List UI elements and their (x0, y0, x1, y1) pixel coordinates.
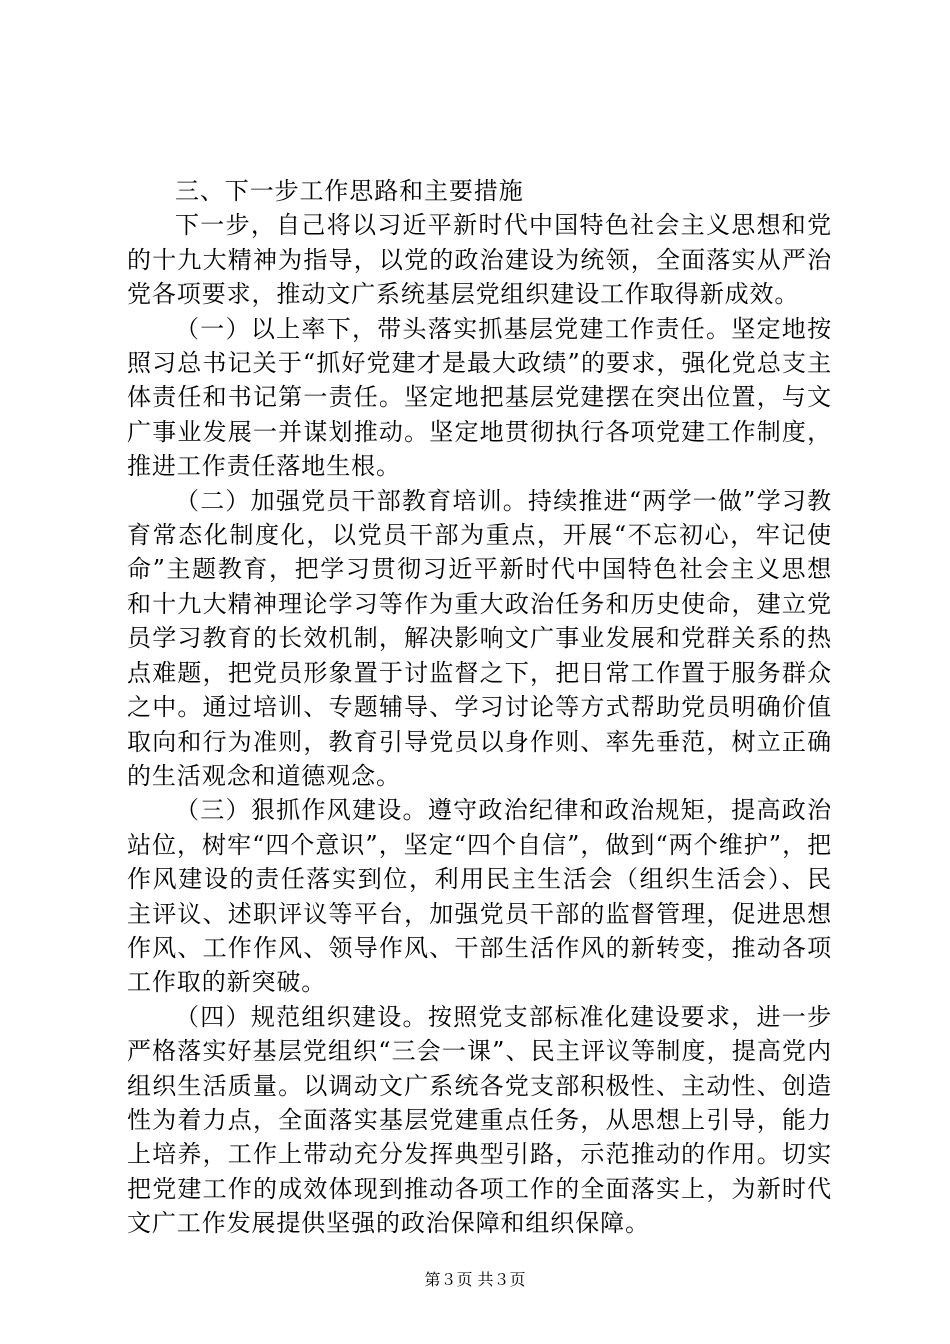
paragraph-item-4: （四）规范组织建设。按照党支部标准化建设要求，进一步严格落实好基层党组织“三会一课”、民主评议等制度，提高党内组织生活质量。以调动文广系统各党支部积极性、主动性、创造性为着力点，全面落实基层党建重点任务，从思想上引导，能力上培养，工作上带动充分发挥典型引路，示范推动的作用。切实把党建工作的成效体现到推动各项工作的全面落实上，为新时代文广工作发展提供坚强的政治保障和组织保障。 (127, 1002, 832, 1238)
section-heading: 三、下一步工作思路和主要措施 (175, 177, 524, 205)
paragraph-item-3: （三）狠抓作风建设。遵守政治纪律和政治规矩，提高政治站位，树牢“四个意识”，坚定“四个自信”，做到“两个维护”，把作风建设的责任落实到位，利用民主生活会（组织生活会）、民主评议、述职评议等平台，加强党员干部的监督管理，促进思想作风、工作作风、领导作风、干部生活作风的新转变，推动各项工作取的新突破。 (127, 796, 832, 997)
paragraph-item-1: （一）以上率下，带头落实抓基层党建工作责任。坚定地按照习总书记关于“抓好党建才是最大政绩”的要求，强化党总支主体责任和书记第一责任。坚定地把基层党建摆在突出位置，与文广事业发展一并谋划推动。坚定地贯彻执行各项党建工作制度，推进工作责任落地生根。 (127, 314, 832, 481)
page-number: 第３页 共３页 (424, 1270, 526, 1289)
paragraph-item-2: （二）加强党员干部教育培训。持续推进“两学一做”学习教育常态化制度化，以党员干部为重点，开展“不忘初心，牢记使命”主题教育，把学习贯彻习近平新时代中国特色社会主义思想和十九大精神理论学习等作为重大政治任务和历史使命，建立党员学习教育的长效机制，解决影响文广事业发展和党群关系的热点难题，把党员形象置于讨监督之下，把日常工作置于服务群众之中。通过培训、专题辅导、学习讨论等方式帮助党员明确价值取向和行为准则，教育引导党员以身作则、率先垂范，树立正确的生活观念和道德观念。 (127, 486, 832, 790)
document-body (127, 174, 832, 1241)
paragraph-intro: 下一步，自己将以习近平新时代中国特色社会主义思想和党的十九大精神为指导，以党的政治建设为统领，全面落实从严治党各项要求，推动文广系统基层党组织建设工作取得新成效。 (127, 211, 832, 309)
page-footer (0, 1270, 950, 1290)
